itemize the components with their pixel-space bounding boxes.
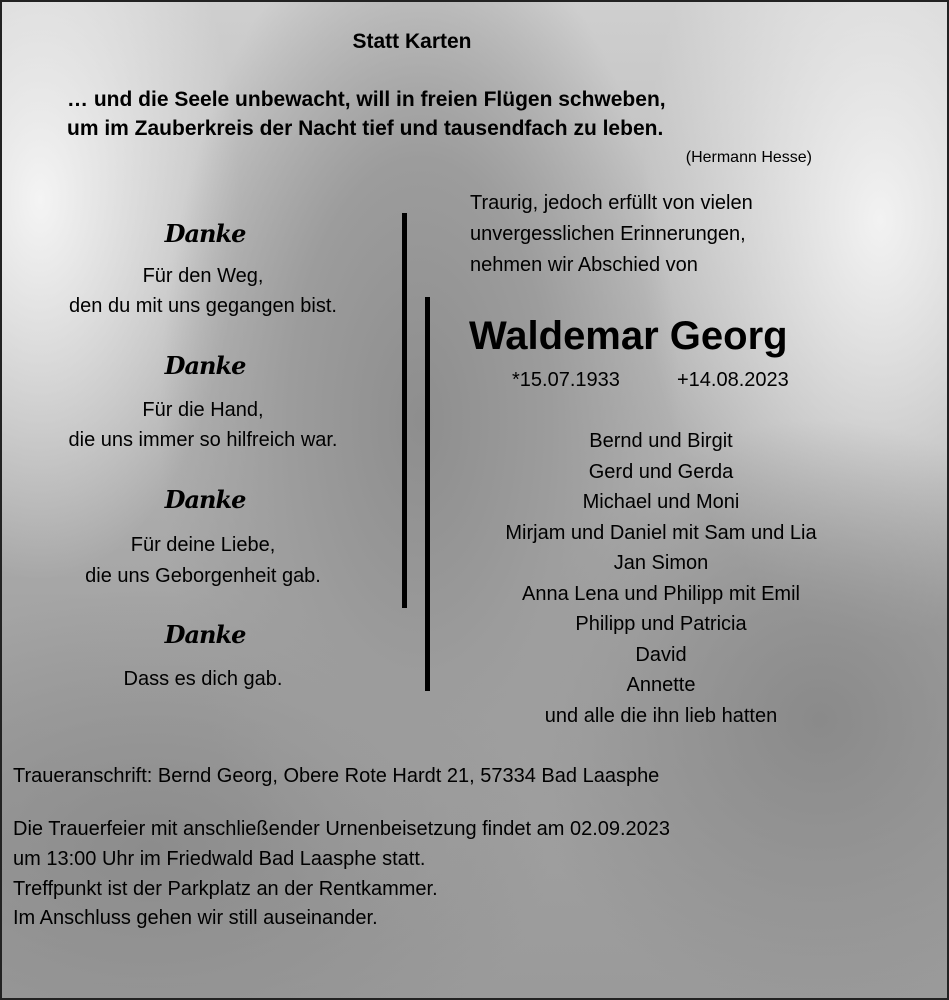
danke-text: Dass es dich gab. — [123, 668, 283, 690]
family-member: David — [635, 644, 687, 666]
ceremony-info: um 13:00 Uhr im Friedwald Bad Laasphe statt. — [13, 848, 426, 870]
ceremony-info: Treffpunkt ist der Parkplatz an der Rentkammer. — [13, 878, 438, 900]
danke-heading: Danke — [164, 620, 246, 649]
quote-line: um im Zauberkreis der Nacht tief und tausendfach zu leben. — [67, 117, 664, 140]
danke-text: den du mit uns gegangen bist. — [69, 295, 337, 317]
intro-line: unvergesslichen Erinnerungen, — [470, 223, 746, 245]
intro-line: nehmen wir Abschied von — [470, 254, 698, 276]
family-member: Mirjam und Daniel mit Sam und Lia — [505, 522, 817, 544]
family-member: Anna Lena und Philipp mit Emil — [522, 583, 800, 605]
ceremony-info: Die Trauerfeier mit anschließender Urnenbeisetzung findet am 02.09.2023 — [13, 818, 671, 840]
deceased-name: Waldemar Georg — [469, 314, 788, 358]
danke-text: Für den Weg, — [142, 265, 264, 287]
divider-bar — [425, 297, 430, 691]
danke-text: die uns immer so hilfreich war. — [68, 429, 338, 451]
divider-bar — [402, 213, 407, 608]
danke-heading: Danke — [164, 485, 246, 514]
mourning-address: Traueranschrift: Bernd Georg, Obere Rote Hardt 21, 57334 Bad Laasphe — [13, 765, 660, 787]
ceremony-info: Im Anschluss gehen wir still auseinander. — [13, 907, 378, 929]
family-member: Philipp und Patricia — [575, 613, 747, 635]
title: Statt Karten — [352, 30, 472, 53]
danke-heading: Danke — [164, 351, 246, 380]
family-member: Gerd und Gerda — [588, 461, 734, 483]
family-member: Annette — [626, 674, 696, 696]
family-member: und alle die ihn lieb hatten — [544, 705, 778, 727]
danke-text: Für die Hand, — [142, 399, 264, 421]
danke-text: die uns Geborgenheit gab. — [85, 565, 321, 587]
danke-heading: Danke — [164, 219, 246, 248]
quote-author: (Hermann Hesse) — [685, 149, 812, 166]
danke-text: Für deine Liebe, — [130, 534, 276, 556]
intro-line: Traurig, jedoch erfüllt von vielen — [470, 192, 753, 214]
family-member: Michael und Moni — [582, 491, 740, 513]
birth-date: *15.07.1933 — [512, 369, 620, 391]
family-member: Bernd und Birgit — [589, 430, 733, 452]
quote-line: … und die Seele unbewacht, will in freien Flügen schweben, — [67, 88, 666, 111]
family-member: Jan Simon — [613, 552, 709, 574]
death-date: +14.08.2023 — [677, 369, 789, 391]
